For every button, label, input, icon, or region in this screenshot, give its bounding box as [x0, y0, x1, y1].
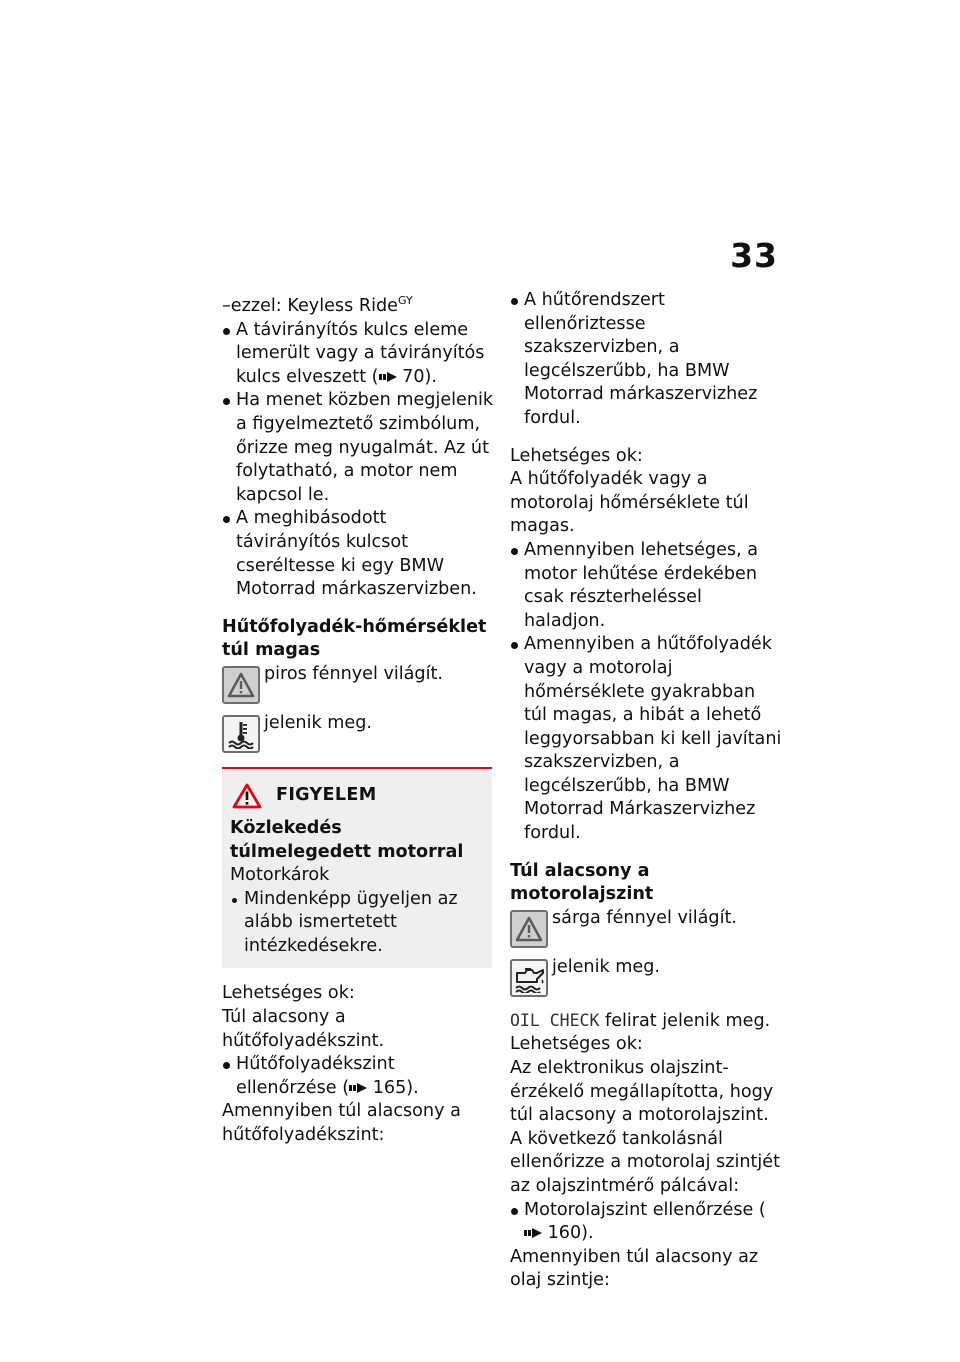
warning-light-box — [222, 666, 260, 704]
cause-text: Az elektronikus olajszint-érzékelő megállapította, hogy túl alacsony a motorolajszint. A következő tankolásnál ellenőrizze a motorolaj szintjét az olajszintmérő pálcával: — [510, 1058, 780, 1196]
note-title: FIGYELEM — [276, 785, 377, 806]
cause-label: Lehetséges ok: — [510, 1034, 643, 1055]
indicator-text: sárga fénnyel világít. — [552, 907, 737, 928]
indicator-row — [222, 712, 494, 753]
list-item: Motorolajszint ellenőrzése ( 160). — [510, 1199, 782, 1246]
section-title: Túl alacsony a motorolajszint — [510, 860, 654, 905]
oil-check-line: OIL CHECK felirat jelenik meg. — [510, 1010, 771, 1031]
indicator-text: jelenik meg. — [552, 956, 660, 977]
oil-can-icon — [513, 963, 545, 993]
list-item: Amennyiben lehetséges, a motor lehűtése érdekében csak részterheléssel haladjon. — [510, 539, 782, 633]
indicator-text: piros fénnyel világít. — [264, 663, 443, 684]
note-subtitle: Közlekedés túlmelegedett motorral — [230, 817, 464, 862]
end-text: Amennyiben túl alacsony az olaj szintje: — [510, 1246, 759, 1291]
end-text: Amennyiben túl alacsony a hűtőfolyadékszint: — [222, 1101, 461, 1146]
coolant-light-box — [222, 715, 260, 753]
note-text: Motorkárok — [230, 865, 330, 886]
list-item: Ha menet közben megjelenik a figyelmeztető szimbólum, őrizze meg nyugalmát. Az út folytatható, a motor nem kapcsol le. — [222, 389, 494, 507]
page-reference-arrow-icon — [379, 371, 397, 383]
warning-triangle-icon — [227, 672, 255, 698]
cause-label: Lehetséges ok: — [510, 445, 643, 466]
indicator-row — [510, 907, 782, 948]
oil-light-box — [510, 959, 548, 997]
warning-triangle-icon — [515, 916, 543, 942]
page-reference-arrow-icon — [524, 1227, 542, 1239]
list-item: Mindenképp ügyeljen az alább ismertetett intézkedésekre. — [230, 888, 484, 959]
note-header — [230, 783, 484, 809]
list-item: A hűtőrendszert ellenőriztesse szakszervizben, a legcélszerűbb, ha BMW Motorrad márkaszervizhez fordul. — [510, 289, 782, 431]
warning-note — [222, 767, 492, 969]
warning-light-box — [510, 910, 548, 948]
section-title: Hűtőfolyadék-hőmérséklet túl magas — [222, 616, 487, 661]
variant-header: –ezzel: Keyless Ride$^{GY}$ — [222, 294, 413, 316]
warning-triangle-icon — [232, 783, 262, 809]
left-column — [222, 289, 494, 1148]
list-item: A meghibásodott távirányítós kulcsot cseréltesse ki egy BMW Motorrad márkaszervizben. — [222, 507, 494, 601]
cause-label: Lehetséges ok: — [222, 983, 355, 1004]
page-number: 33 — [730, 236, 778, 275]
cause-text: Túl alacsony a hűtőfolyadékszint. — [222, 1007, 385, 1051]
list-item: A távirányítós kulcs eleme lemerült vagy a távirányítós kulcs elveszett ( 70). — [222, 319, 494, 390]
indicator-text: jelenik meg. — [264, 712, 372, 733]
indicator-row — [510, 956, 782, 997]
cause-text: A hűtőfolyadék vagy a motorolaj hőmérséklete túl magas. — [510, 469, 749, 537]
right-column — [510, 289, 782, 1293]
list-item: Hűtőfolyadékszint ellenőrzése ( 165). — [222, 1053, 494, 1100]
indicator-row — [222, 663, 494, 704]
list-item: Amennyiben a hűtőfolyadék vagy a motorolaj hőmérséklete gyakrabban túl magas, a hibát a lehető leggyorsabban ki kell javítani szakszervizben, a legcélszerűbb, ha BMW Motorrad Márkaszervizhez fordul. — [510, 633, 782, 845]
page-reference-arrow-icon — [349, 1082, 367, 1094]
coolant-temperature-icon — [226, 719, 256, 749]
